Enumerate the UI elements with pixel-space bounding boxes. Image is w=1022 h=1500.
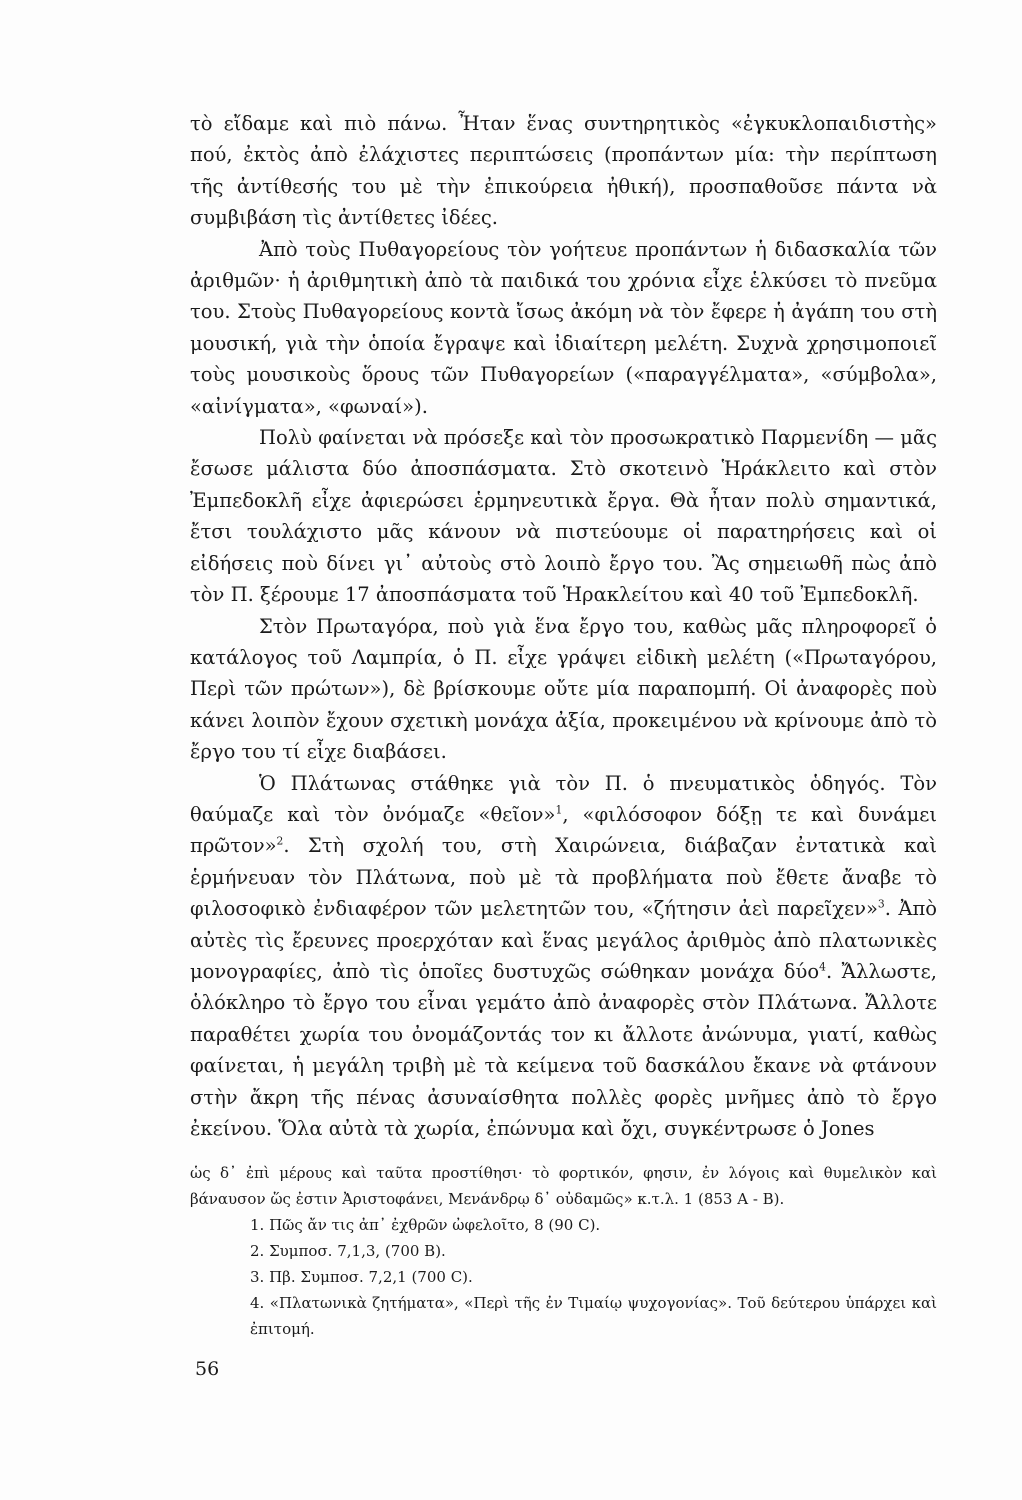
main-text bbox=[190, 108, 937, 1144]
footnote-ref-4: 4 bbox=[819, 960, 826, 974]
page-number: 56 bbox=[195, 1358, 220, 1380]
paragraph-pythagoreans: Ἀπὸ τοὺς Πυθαγορείους τὸν γοήτευε προπάντων ἡ διδασκαλία τῶν ἀριθμῶν· ἡ ἀριθμητικὴ ἀπὸ τὰ παιδικά του χρόνια εἶχε ἑλκύσει τὸ πνεῦμα του. Στοὺς Πυθαγορείους κοντὰ ἴσως ἀκόμη νὰ τὸν ἔφερε ἡ ἀγάπη του στὴ μουσική, γιὰ τὴν ὁποία ἔγραψε καὶ ἰδιαίτερη μελέτη. Συχνὰ χρησιμοποιεῖ τοὺς μουσικοὺς ὅρους τῶν Πυθαγορείων («παραγγέλματα», «σύμβολα», «αἰνίγματα», «φωναί»). bbox=[190, 237, 937, 418]
paragraph-protagoras: Στὸν Πρωταγόρα, ποὺ γιὰ ἕνα ἔργο του, καθὼς μᾶς πληροφορεῖ ὁ κατάλογος τοῦ Λαμπρία, ὁ Π. εἶχε γράψει εἰδικὴ μελέτη («Πρωταγόρου, Περὶ τῶν πρώτων»), δὲ βρίσκουμε οὔτε μία παραπομπή. Οἱ ἀναφορὲς ποὺ κάνει λοιπὸν ἔχουν σχετικὴ μονάχα ἀξία, προκειμένου νὰ κρίνουμε ἀπὸ τὸ ἔργο του τί εἶχε διαβάσει. bbox=[190, 614, 937, 764]
plato-text-b: , «φιλόσοφον δόξῃ τε καὶ δυνάμει πρῶτον» bbox=[190, 802, 938, 858]
paragraph-plato bbox=[190, 768, 937, 1145]
footnotes bbox=[190, 1160, 937, 1342]
footnote-ref-1: 1 bbox=[555, 803, 563, 817]
plato-text-a: Ὁ Πλάτωνας στάθηκε γιὰ τὸν Π. ὁ πνευματικὸς ὁδηγός. Τὸν θαύμαζε καὶ τὸν ὀνόμαζε «θεῖον» bbox=[190, 771, 937, 826]
footnote-2: 2. Συμποσ. 7,1,3, (700 B). bbox=[250, 1242, 446, 1260]
footnote-3: 3. Πβ. Συμποσ. 7,2,1 (700 C). bbox=[250, 1268, 473, 1286]
footnote-ref-2: 2 bbox=[276, 834, 284, 848]
plato-text-c: . Στὴ σχολή του, στὴ Χαιρώνεια, διάβαζαν ἐντατικὰ καὶ ἑρμήνευαν τὸν Πλάτωνα, ποὺ μὲ τὰ προβλήματα ποὺ ἔθετε ἄναβε τὸ φιλοσοφικὸ ἐνδιαφέρον τῶν μελετητῶν του, «ζήτησιν ἀεὶ παρεῖχεν» bbox=[190, 834, 937, 921]
footnote-continuation: ὡς δ᾿ ἐπὶ μέρους καὶ ταῦτα προστίθησι· τὸ φορτικόν, φησιν, ἐν λόγοις καὶ θυμελικὸν καὶ βάναυσον ὥς ἐστιν Ἀριστοφάνει, Μενάνδρῳ δ᾿ οὐδαμῶς» κ.τ.λ. 1 (853 A - B). bbox=[190, 1164, 937, 1208]
paragraph-presocratics: Πολὺ φαίνεται νὰ πρόσεξε καὶ τὸν προσωκρατικὸ Παρμενίδη — μᾶς ἔσωσε μάλιστα δύο ἀποσπάσματα. Στὸ σκοτεινὸ Ἡράκλειτο καὶ στὸν Ἐμπεδοκλῆ εἶχε ἀφιερώσει ἑρμηνευτικὰ ἔργα. Θὰ ἦταν πολὺ σημαντικά, ἔτσι τουλάχιστο μᾶς κάνουν νὰ πιστεύουμε οἱ παρατηρήσεις καὶ οἱ εἰδήσεις ποὺ δίνει γι᾿ αὐτοὺς στὸ λοιπὸ ἔργο του. Ἂς σημειωθῆ πὼς ἀπὸ τὸν Π. ξέρουμε 17 ἀποσπάσματα τοῦ Ἡρακλείτου καὶ 40 τοῦ Ἐμπεδοκλῆ. bbox=[190, 426, 937, 607]
plato-text-d: . Ἀπὸ αὐτὲς τὶς ἔρευνες προερχόταν καὶ ἕνας μεγάλος ἀριθμὸς ἀπὸ πλατωνικὲς μονογραφίες, ἀπὸ τὶς ὁποῖες δυστυχῶς σώθηκαν μονάχα δύο bbox=[190, 897, 937, 983]
footnote-ref-3: 3 bbox=[877, 897, 885, 911]
plato-text-e: . Ἄλλωστε, ὁλόκληρο τὸ ἔργο του εἶναι γεμάτο ἀπὸ ἀναφορὲς στὸν Πλάτωνα. Ἄλλοτε παραθέτει χωρία του ὀνομάζοντάς τον κι ἄλλοτε ἀνώνυμα, γιατί, καθὼς φαίνεται, ἡ μεγάλη τριβὴ μὲ τὰ κείμενα τοῦ δασκάλου ἔκανε νὰ φτάνουν στὴν ἄκρη τῆς πένας ἀσυναίσθητα πολλὲς φορὲς μνῆμες ἀπὸ τὸ ἔργο ἐκείνου. Ὅλα αὐτὰ τὰ χωρία, ἐπώνυμα καὶ ὄχι, συγκέντρωσε ὁ Jones bbox=[190, 959, 937, 1140]
footnote-1: 1. Πῶς ἄν τις ἀπ᾿ ἐχθρῶν ὠφελοῖτο, 8 (90 C). bbox=[250, 1216, 601, 1234]
footnote-4: 4. «Πλατωνικὰ ζητήματα», «Περὶ τῆς ἐν Τιμαίῳ ψυχογονίας». Τοῦ δεύτερου ὑπάρχει καὶ ἐπιτομή. bbox=[250, 1294, 937, 1338]
paragraph-1: τὸ εἴδαμε καὶ πιὸ πάνω. Ἦταν ἕνας συντηρητικὸς «ἐγκυκλοπαιδιστὴς» πού, ἐκτὸς ἀπὸ ἐλάχιστες περιπτώσεις (προπάντων μία: τὴν περίπτωση τῆς ἀντίθεσής του μὲ τὴν ἐπικούρεια ἠθική), προσπαθοῦσε πάντα νὰ συμβιβάση τὶς ἀντίθετες ἰδέες. bbox=[190, 112, 937, 230]
